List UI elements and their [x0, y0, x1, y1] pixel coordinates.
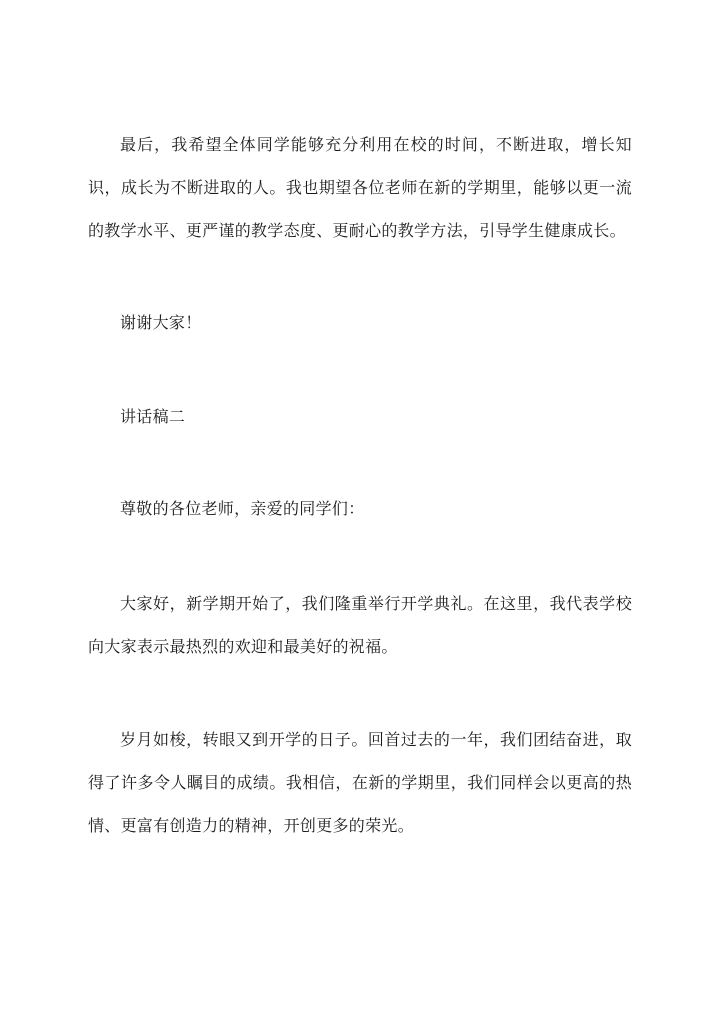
paragraph-salutation: 尊敬的各位老师，亲爱的同学们：	[120, 499, 365, 518]
paragraph-review-outlook: 岁月如梭，转眼又到开学的日子。回首过去的一年，我们团结奋进，取得了许多令人瞩目的成绩。我相信，在新的学期里，我们同样会以更高的热情、更富有创造力的精神，开创更多的荣光。	[88, 730, 632, 835]
section-heading-speech-two: 讲话稿二	[120, 407, 186, 426]
paragraph-thanks: 谢谢大家！	[120, 313, 202, 332]
paragraph-closing-hope: 最后，我希望全体同学能够充分利用在校的时间，不断进取，增长知识，成长为不断进取的人。我也期望各位老师在新的学期里，能够以更一流的教学水平、更严谨的教学态度、更耐心的教学方法，引导学生健康成长。	[88, 135, 632, 240]
paragraph-welcome: 大家好，新学期开始了，我们隆重举行开学典礼。在这里，我代表学校向大家表示最热烈的欢迎和最美好的祝福。	[88, 594, 632, 656]
